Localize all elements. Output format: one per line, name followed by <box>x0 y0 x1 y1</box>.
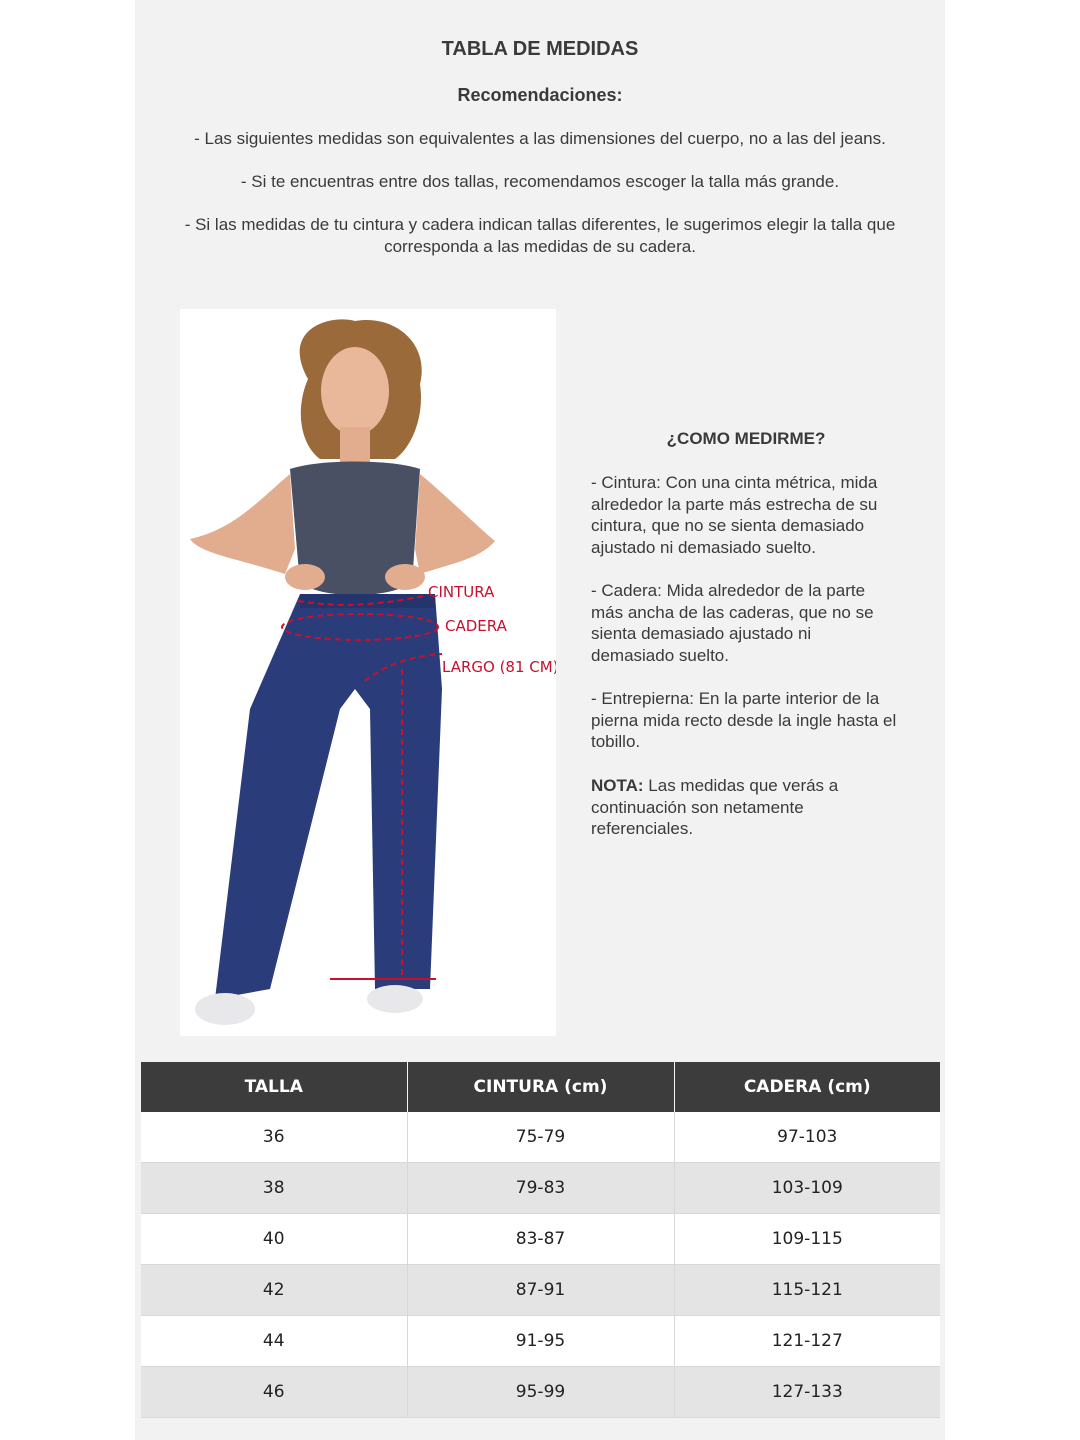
cell-cadera: 115-121 <box>674 1265 940 1316</box>
cell-talla: 44 <box>141 1316 407 1367</box>
cell-talla: 38 <box>141 1163 407 1214</box>
hip-label: CADERA <box>445 617 507 635</box>
hip-instruction: - Cadera: Mida alrededor de la parte más ancha de las caderas, que no se sienta demasiado ajustado ni demasiado suelto. <box>591 581 874 666</box>
cell-cintura: 87-91 <box>407 1265 674 1316</box>
cell-cadera: 127-133 <box>674 1367 940 1418</box>
page-title: TABLA DE MEDIDAS <box>441 38 639 60</box>
model-photo <box>180 309 556 1036</box>
cell-cintura: 95-99 <box>407 1367 674 1418</box>
header-cadera: CADERA (cm) <box>674 1062 940 1112</box>
table-row <box>141 1163 940 1214</box>
header-cintura: CINTURA (cm) <box>407 1062 674 1112</box>
waist-label: CINTURA <box>428 583 495 601</box>
table-row <box>141 1214 940 1265</box>
cell-talla: 36 <box>141 1112 407 1163</box>
recommendation-item: - Si te encuentras entre dos tallas, recomendamos escoger la talla más grande. <box>240 172 840 191</box>
table-row <box>141 1316 940 1367</box>
recommendation-item: - Si las medidas de tu cintura y cadera indican tallas diferentes, le sugerimos elegir la talla que corresponda a las medidas de su cadera. <box>184 215 896 256</box>
how-to-measure-heading: ¿COMO MEDIRME? <box>666 429 826 448</box>
cell-cadera: 97-103 <box>674 1112 940 1163</box>
cell-cintura: 91-95 <box>407 1316 674 1367</box>
cell-cadera: 121-127 <box>674 1316 940 1367</box>
note-label: NOTA: <box>591 776 644 795</box>
table-row <box>141 1265 940 1316</box>
table-row <box>141 1112 940 1163</box>
size-guide-page <box>135 0 945 1440</box>
recommendation-item: - Las siguientes medidas son equivalentes a las dimensiones del cuerpo, no a las del jeans. <box>194 129 886 148</box>
cell-cintura: 79-83 <box>407 1163 674 1214</box>
size-table <box>141 1062 940 1418</box>
note-body: Las medidas que verás a continuación son netamente referenciales. <box>591 776 839 839</box>
cell-cintura: 75-79 <box>407 1112 674 1163</box>
cell-cadera: 109-115 <box>674 1214 940 1265</box>
inseam-instruction: - Entrepierna: En la parte interior de la pierna mida recto desde la ingle hasta el tobillo. <box>591 689 897 752</box>
size-table-header-row <box>141 1062 940 1112</box>
cell-talla: 40 <box>141 1214 407 1265</box>
note-text <box>591 775 876 840</box>
cell-cadera: 103-109 <box>674 1163 940 1214</box>
length-label: LARGO (81 CM) <box>442 658 556 676</box>
recommendations-heading: Recomendaciones: <box>457 85 623 105</box>
waist-instruction: - Cintura: Con una cinta métrica, mida alrededor la parte más estrecha de su cintura, que no se sienta demasiado ajustado ni demasiado suelto. <box>591 473 878 558</box>
cell-cintura: 83-87 <box>407 1214 674 1265</box>
model-figure-illustration <box>180 309 556 1036</box>
cell-talla: 42 <box>141 1265 407 1316</box>
header-talla: TALLA <box>141 1062 407 1112</box>
cell-talla: 46 <box>141 1367 407 1418</box>
table-row <box>141 1367 940 1418</box>
